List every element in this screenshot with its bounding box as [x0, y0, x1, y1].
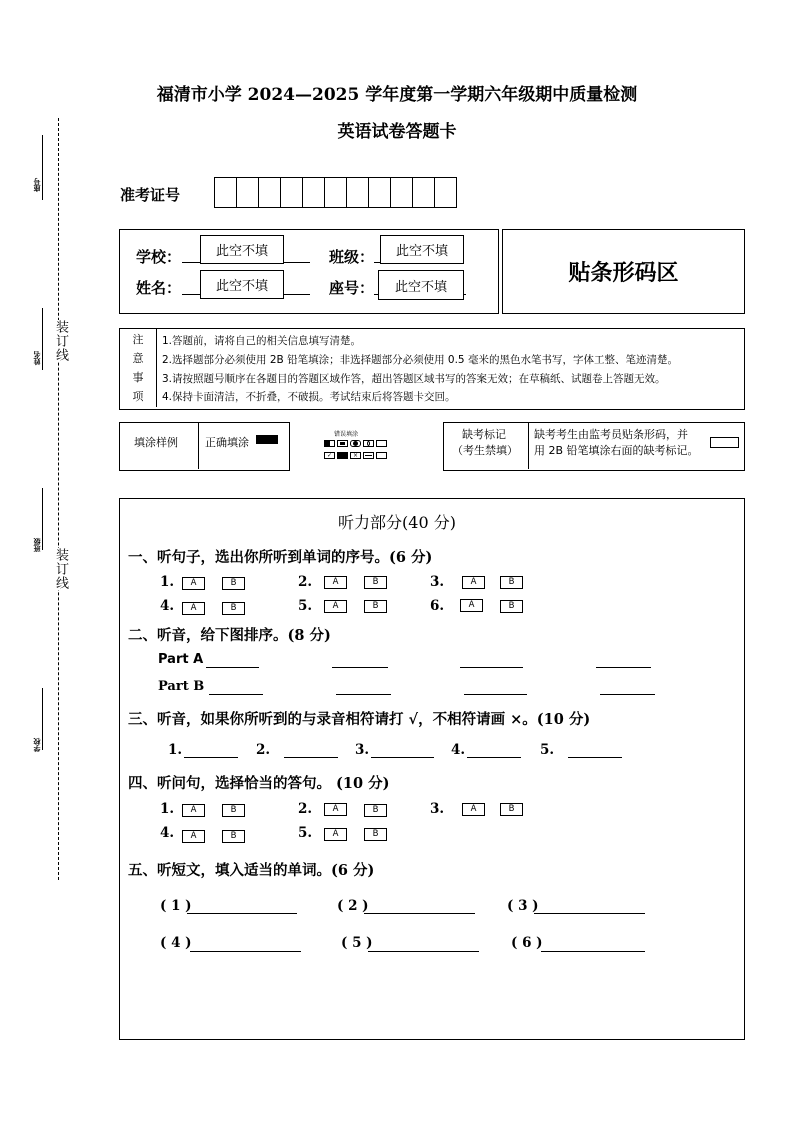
- question-5-title: 五、听短文，填入适当的单词。(6 分): [128, 862, 375, 879]
- exam-number-cell[interactable]: [303, 178, 325, 207]
- notice-heading: 注 意 事 项: [120, 329, 157, 407]
- q3-number: 1.: [168, 742, 183, 758]
- question-2-title: 二、听音，给下图排序。(8 分): [128, 627, 331, 644]
- q1-option-a[interactable]: A: [462, 576, 485, 589]
- q4-option-b[interactable]: B: [500, 803, 523, 816]
- part-b-label: Part B: [158, 679, 205, 694]
- part-a-blank[interactable]: [460, 666, 523, 668]
- absent-instructions: 缺考考生由监考员贴条形码，并: [534, 428, 688, 441]
- q4-option-a[interactable]: A: [324, 803, 347, 816]
- correct-fill-mark: [256, 435, 278, 444]
- q3-number: 3.: [355, 742, 370, 758]
- binding-fold-text: 装订线: [53, 548, 68, 590]
- q4-option-a[interactable]: A: [182, 804, 205, 817]
- q4-option-a[interactable]: A: [462, 803, 485, 816]
- page-subtitle: 英语试卷答题卡: [337, 122, 457, 142]
- q4-option-a[interactable]: A: [182, 830, 205, 843]
- part-b-blank[interactable]: [209, 693, 263, 695]
- q1-option-b[interactable]: B: [364, 576, 387, 589]
- q3-blank[interactable]: [371, 756, 434, 758]
- school-label: 学校：: [136, 248, 182, 266]
- q3-blank[interactable]: [568, 756, 622, 758]
- q1-number: 1.: [160, 574, 175, 590]
- binding-dashed-line: [58, 118, 59, 880]
- wrong-fill-check-sample: ✓: [324, 452, 335, 459]
- fill-sample-divider: [198, 422, 199, 469]
- q5-number: ( 4 ): [160, 935, 192, 951]
- wrong-fill-sample: [337, 452, 348, 459]
- part-a-blank[interactable]: [206, 666, 259, 668]
- q1-option-a[interactable]: A: [324, 600, 347, 613]
- wrong-fill-sample: [363, 440, 374, 447]
- q1-option-a[interactable]: A: [460, 599, 483, 612]
- correct-fill-label: 正确填涂: [205, 436, 249, 449]
- q5-number: ( 3 ): [507, 898, 539, 914]
- q1-option-b[interactable]: B: [222, 602, 245, 615]
- q1-option-a[interactable]: A: [324, 576, 347, 589]
- exam-number-cell[interactable]: [391, 178, 413, 207]
- q4-number: 4.: [160, 825, 175, 841]
- name-label: 姓名：: [136, 279, 182, 297]
- q3-number: 4.: [451, 742, 466, 758]
- exam-number-cell[interactable]: [237, 178, 259, 207]
- school-field-line[interactable]: [42, 688, 43, 750]
- absent-mark-box[interactable]: [710, 437, 739, 448]
- exam-number-cell[interactable]: [369, 178, 391, 207]
- question-1-title: 一、听句子，选出你所听到单词的序号。(6 分): [128, 549, 433, 566]
- page-title: 福清市小学 2024—2025 学年度第一学期六年级期中质量检测: [156, 85, 638, 105]
- q5-blank[interactable]: [364, 912, 475, 914]
- part-b-blank[interactable]: [600, 693, 655, 695]
- q1-option-b[interactable]: B: [222, 577, 245, 590]
- question-4-title: 四、听问句，选择恰当的答句。 (10 分): [128, 775, 390, 792]
- exam-number-cell[interactable]: [259, 178, 281, 207]
- q1-option-b[interactable]: B: [500, 600, 523, 613]
- exam-number-cell[interactable]: [281, 178, 303, 207]
- exam-number-cell[interactable]: [347, 178, 369, 207]
- absent-instructions: 用 2B 铅笔填涂右面的缺考标记。: [534, 444, 699, 457]
- absent-label: 缺考标记: [462, 428, 506, 441]
- wrong-fill-cross-sample: ×: [350, 452, 361, 459]
- part-b-blank[interactable]: [464, 693, 527, 695]
- q4-option-b[interactable]: B: [222, 804, 245, 817]
- q4-option-a[interactable]: A: [324, 828, 347, 841]
- wrong-fill-sample: [363, 452, 374, 459]
- seat-no-fill-box: 此空不填: [378, 270, 464, 300]
- fill-sample-label: 填涂样例: [134, 436, 178, 449]
- q5-blank[interactable]: [368, 950, 479, 952]
- notice-item: 4.保持卡面清洁，不折叠，不破损。考试结束后将答题卡交回。: [162, 391, 456, 403]
- part-a-blank[interactable]: [596, 666, 651, 668]
- question-3-title: 三、听音，如果你所听到的与录音相符请打 √，不相符请画 ×。(10 分): [128, 711, 591, 728]
- wrong-fill-sample: [376, 452, 387, 459]
- q1-option-b[interactable]: B: [364, 600, 387, 613]
- q4-number: 5.: [298, 825, 313, 841]
- notice-item: 2.选择题部分必须使用 2B 铅笔填涂；非选择题部分必须使用 0.5 毫米的黑色水笔书写，字体工整、笔迹清楚。: [162, 354, 678, 366]
- q3-blank[interactable]: [184, 756, 238, 758]
- q1-number: 4.: [160, 598, 175, 614]
- q5-blank[interactable]: [190, 950, 301, 952]
- school-margin-label: 学校: [32, 738, 41, 752]
- class-label: 班级：: [329, 248, 375, 266]
- wrong-fill-sample: [376, 440, 387, 447]
- q5-number: ( 1 ): [160, 898, 192, 914]
- q4-number: 1.: [160, 801, 175, 817]
- q3-number: 5.: [540, 742, 555, 758]
- wrong-fill-sample: [337, 440, 348, 447]
- listening-title: 听力部分(40 分): [338, 513, 456, 532]
- binding-fold-text: 装订线: [53, 320, 68, 362]
- q4-option-b[interactable]: B: [222, 830, 245, 843]
- wrong-fill-label: 错误填涂: [334, 431, 359, 438]
- wrong-fill-sample: [350, 440, 361, 447]
- name-margin-label: 姓名: [32, 351, 41, 365]
- q4-number: 3.: [430, 801, 445, 817]
- exam-number-cell[interactable]: [413, 178, 435, 207]
- q1-number: 3.: [430, 574, 445, 590]
- part-a-blank[interactable]: [332, 666, 388, 668]
- class-margin-label: 班级: [32, 538, 41, 552]
- q1-number: 6.: [430, 598, 445, 614]
- name-field-line[interactable]: [42, 308, 43, 370]
- q1-option-b[interactable]: B: [500, 576, 523, 589]
- q4-option-b[interactable]: B: [364, 804, 387, 817]
- barcode-area: 贴条形码区: [502, 229, 745, 314]
- q5-number: ( 6 ): [511, 935, 543, 951]
- q4-option-b[interactable]: B: [364, 828, 387, 841]
- q1-number: 5.: [298, 598, 313, 614]
- exam-number-cell[interactable]: [325, 178, 347, 207]
- part-a-label: Part A: [158, 652, 204, 667]
- name-no-fill-box: 此空不填: [200, 270, 284, 299]
- q4-number: 2.: [298, 801, 313, 817]
- q1-option-a[interactable]: A: [182, 577, 205, 590]
- q1-option-a[interactable]: A: [182, 602, 205, 615]
- q1-number: 2.: [298, 574, 313, 590]
- q3-number: 2.: [256, 742, 271, 758]
- q5-blank[interactable]: [534, 912, 645, 914]
- notice-item: 3.请按照题号顺序在各题目的答题区域作答，超出答题区域书写的答案无效；在草稿纸、试题卷上答题无效。: [162, 373, 666, 385]
- notice-item: 1.答题前，请将自己的相关信息填写清楚。: [162, 335, 362, 347]
- q5-blank[interactable]: [541, 950, 645, 952]
- q5-blank[interactable]: [187, 912, 297, 914]
- exam-number-grid[interactable]: [214, 177, 457, 208]
- q5-number: ( 5 ): [341, 935, 373, 951]
- seat-number-margin-label: 座号: [32, 178, 41, 192]
- wrong-fill-sample: [324, 440, 335, 447]
- absent-sublabel: （考生禁填）: [452, 444, 518, 457]
- school-no-fill-box: 此空不填: [200, 235, 284, 264]
- q3-blank[interactable]: [467, 756, 521, 758]
- seat-label: 座号：: [329, 279, 375, 297]
- part-b-blank[interactable]: [336, 693, 391, 695]
- class-no-fill-box: 此空不填: [380, 235, 464, 264]
- seat-number-field-line[interactable]: [42, 135, 43, 200]
- exam-number-cell[interactable]: [435, 178, 456, 207]
- exam-number-cell[interactable]: [215, 178, 237, 207]
- absent-divider: [528, 422, 529, 469]
- exam-number-label: 准考证号: [120, 186, 181, 204]
- q3-blank[interactable]: [284, 756, 338, 758]
- q5-number: ( 2 ): [337, 898, 369, 914]
